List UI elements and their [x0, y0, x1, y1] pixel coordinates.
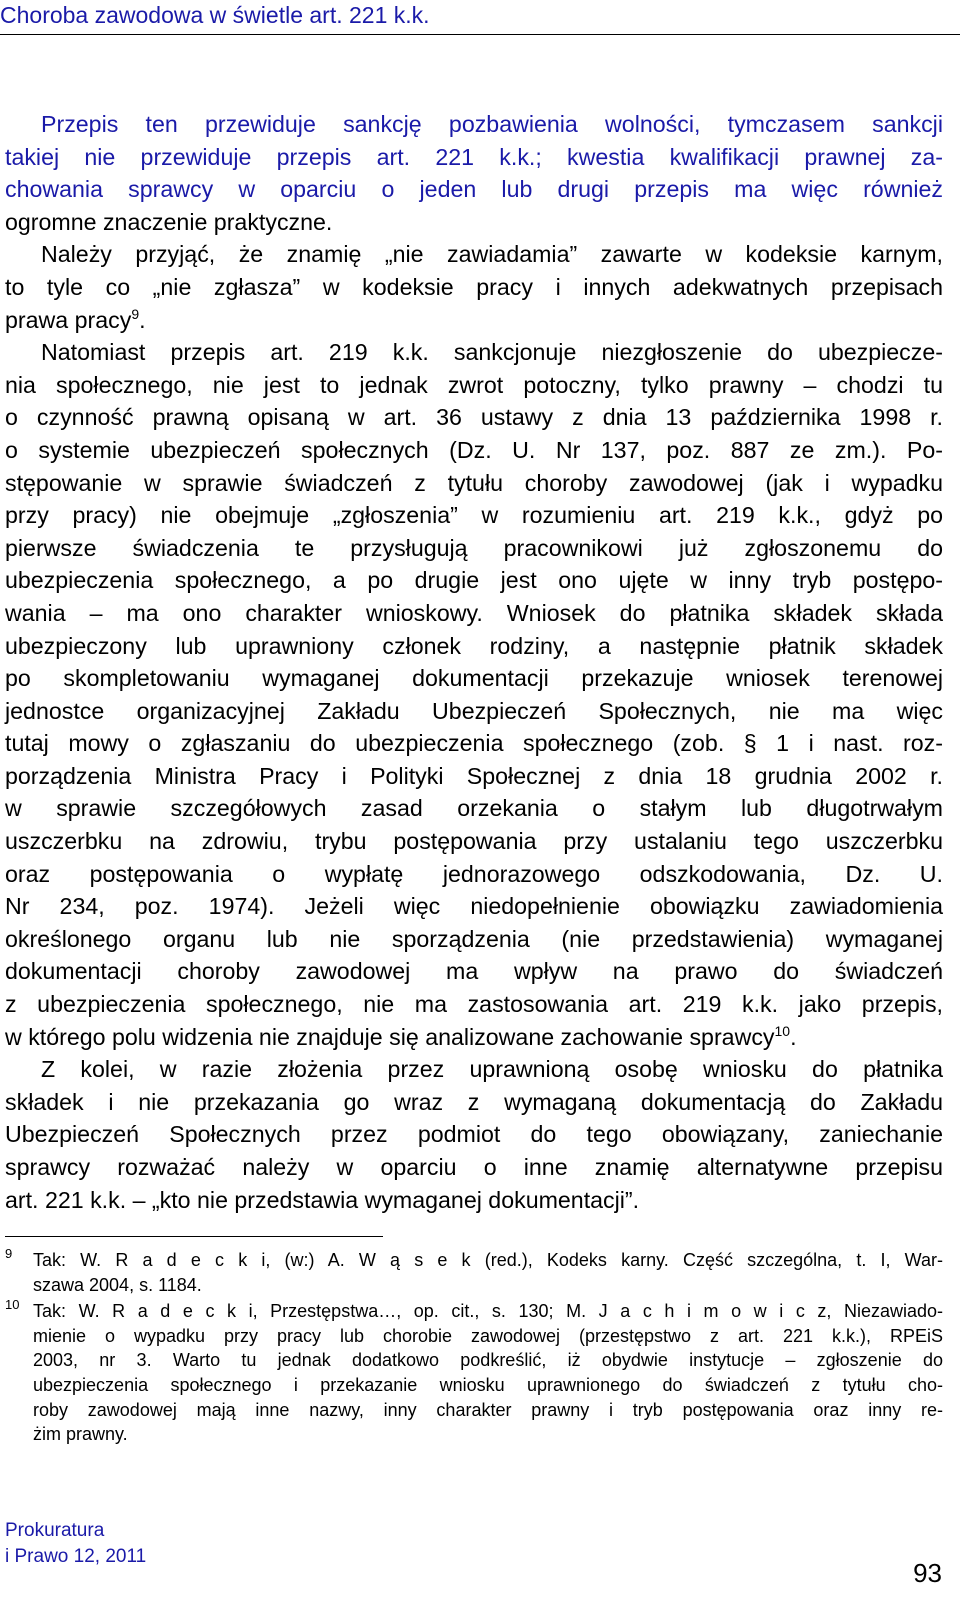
line-text: nia społecznego, nie jest to jednak zwrot potoczny, tylko prawny – chodzi tu [5, 371, 943, 398]
text-line [5, 1086, 943, 1119]
line-text: Natomiast przepis art. 219 k.k. sankcjonuje niezgłoszenie do ubezpiecze- [41, 339, 943, 366]
text-line [5, 1184, 943, 1217]
footnote [5, 1248, 943, 1297]
text-line [5, 923, 943, 956]
text-line [5, 206, 943, 239]
text-line [5, 597, 943, 630]
text-line [5, 662, 943, 695]
text-line [5, 564, 943, 597]
footnote [5, 1299, 943, 1447]
line-text: Należy przyjąć, że znamię „nie zawiadamia” zawarte w kodeksie karnym, [41, 241, 943, 268]
text-line [5, 108, 943, 141]
line-text: Ubezpieczeń Społecznych przez podmiot do tego obowiązany, zaniechanie [5, 1121, 943, 1148]
line-text: przy pracy) nie obejmuje „zgłoszenia” w rozumieniu art. 219 k.k., gdyż po [5, 502, 943, 529]
line-text: w którego polu widzenia nie znajduje się analizowane zachowanie sprawcy [5, 1023, 775, 1050]
line-text: z ubezpieczenia społecznego, nie ma zastosowania art. 219 k.k. jako przepis, [5, 991, 943, 1018]
text-line [5, 532, 943, 565]
text-line [5, 369, 943, 402]
line-text: składek i nie przekazania go wraz z wymaganą dokumentacją do Zakładu [5, 1088, 943, 1115]
header-rule [0, 34, 960, 35]
text-line [5, 467, 943, 500]
line-text: oraz postępowania o wypłatę jednorazowego odszkodowania, Dz. U. [5, 860, 943, 887]
paragraph [5, 1053, 943, 1216]
text-line [5, 890, 943, 923]
line-text: prawa pracy [5, 306, 132, 333]
line-text: określonego organu lub nie sporządzenia (nie przedstawienia) wymaganej [5, 925, 943, 952]
line-text: ubezpieczenia społecznego, a po drugie jest ono ujęte w inny tryb postępo- [5, 567, 943, 594]
text-line [5, 271, 943, 304]
line-text: o czynność prawną opisaną w art. 36 ustawy z dnia 13 października 1998 r. [5, 404, 943, 431]
text-line [5, 695, 943, 728]
article-body [5, 108, 943, 1216]
line-trailing: . [139, 306, 146, 333]
footnotes [5, 1248, 943, 1449]
paragraph [5, 336, 943, 1053]
footnote-ref[interactable]: 10 [774, 1022, 791, 1039]
text-line [5, 1118, 943, 1151]
text-line [5, 988, 943, 1021]
text-line [5, 825, 943, 858]
text-line [5, 336, 943, 369]
text-line [5, 1053, 943, 1086]
text-line [5, 401, 943, 434]
footnote-line: 2003, nr 3. Warto tu jednak dodatkowo podkreślić, iż obydwie instytucje – zgłoszenie do [33, 1350, 943, 1371]
text-line [5, 1151, 943, 1184]
line-text: Z kolei, w razie złożenia przez uprawnioną osobę wniosku do płatnika [41, 1056, 943, 1083]
footnote-ref[interactable]: 9 [131, 305, 140, 322]
text-line [5, 858, 943, 891]
text-line [5, 792, 943, 825]
line-text: stępowanie w sprawie świadczeń z tytułu choroby zawodowej (jak i wypadku [5, 469, 943, 496]
line-text: sprawcy rozważać należy w oparciu o inne znamię alternatywne przepisu [5, 1154, 943, 1180]
footnote-line: ubezpieczenia społecznego i przekazanie wniosku uprawnionego do świadczeń z tytułu cho- [33, 1374, 943, 1395]
line-trailing: . [790, 1023, 797, 1050]
line-text: uszczerbku na zdrowiu, trybu postępowania przy ustalaniu tego uszczerbku [5, 828, 943, 855]
line-text: jednostce organizacyjnej Zakładu Ubezpieczeń Społecznych, nie ma więc [5, 697, 943, 724]
text-line [5, 173, 943, 206]
footnote-number: 10 [5, 1297, 20, 1313]
line-text: takiej nie przewiduje przepis art. 221 k.k.; kwestia kwalifikacji prawnej za- [5, 143, 943, 170]
line-text: chowania sprawcy w oparciu o jeden lub drugi przepis ma więc również [5, 176, 943, 203]
text-line [5, 141, 943, 174]
footnote-number: 9 [5, 1246, 13, 1261]
text-line [5, 499, 943, 532]
footnote-line: Tak: W. R a d e c k i, Przestępstwa…, op. cit., s. 130; M. J a c h i m o w i c z, Niezawiado- [33, 1301, 943, 1322]
line-text: Przepis ten przewiduje sankcję pozbawienia wolności, tymczasem sankcji [41, 111, 943, 137]
text-line [5, 304, 943, 337]
line-text: Nr 234, poz. 1974). Jeżeli więc niedopełnienie obowiązku zawiadomienia [5, 893, 943, 920]
line-text: ubezpieczony lub uprawniony członek rodziny, a następnie płatnik składek [5, 632, 943, 659]
text-line [5, 434, 943, 467]
paragraph [5, 238, 943, 336]
paragraph [5, 108, 943, 238]
line-text: dokumentacji choroby zawodowej ma wpływ na prawo do świadczeń [5, 958, 943, 985]
line-text: po skompletowaniu wymaganej dokumentacji przekazuje wniosek terenowej [5, 665, 943, 692]
line-text: porządzenia Ministra Pracy i Polityki Społecznej z dnia 18 grudnia 2002 r. [5, 762, 943, 789]
footnote-separator [5, 1236, 383, 1237]
line-text: tutaj mowy o zgłaszaniu do ubezpieczenia społecznego (zob. § 1 i nast. roz- [5, 730, 943, 757]
line-text: w sprawie szczegółowych zasad orzekania o stałym lub długotrwałym [5, 795, 943, 822]
text-line [5, 238, 943, 271]
journal-name: Prokuratura [5, 1520, 105, 1541]
footnote-line: mienie o wypadku przy pracy lub chorobie zawodowej (przestępstwo z art. 221 k.k.), RPEiS [33, 1325, 943, 1346]
line-text: pierwsze świadczenia te przysługują pracownikowi już zgłoszonemu do [5, 534, 943, 561]
text-line [5, 727, 943, 760]
journal-footer [5, 1518, 146, 1570]
page-number: 93 [913, 1558, 942, 1588]
footnote-line: Tak: W. R a d e c k i, (w:) A. W ą s e k (red.), Kodeks karny. Część szczególna, t. I, War- [33, 1250, 943, 1270]
text-line [5, 760, 943, 793]
text-line [5, 955, 943, 988]
text-line [5, 630, 943, 663]
line-text: wania – ma ono charakter wnioskowy. Wniosek do płatnika składek składa [5, 599, 943, 626]
footnote-line: roby zawodowej mają inne nazwy, inny charakter prawny i tryb postępowania oraz inny re- [33, 1399, 943, 1420]
footnote-line: szawa 2004, s. 1184. [33, 1274, 202, 1295]
line-text: to tyle co „nie zgłasza” w kodeksie pracy i innych adekwatnych przepisach [5, 273, 943, 300]
text-line [5, 1021, 943, 1054]
line-text: o systemie ubezpieczeń społecznych (Dz. U. Nr 137, poz. 887 ze zm.). Po- [5, 436, 943, 463]
journal-issue: i Prawo 12, 2011 [5, 1546, 147, 1567]
running-header: Choroba zawodowa w świetle art. 221 k.k. [0, 2, 430, 28]
footnote-line: żim prawny. [33, 1424, 128, 1445]
line-text: ogromne znaczenie praktyczne. [5, 208, 333, 235]
line-text: art. 221 k.k. – „kto nie przedstawia wymaganej dokumentacji”. [5, 1186, 640, 1213]
